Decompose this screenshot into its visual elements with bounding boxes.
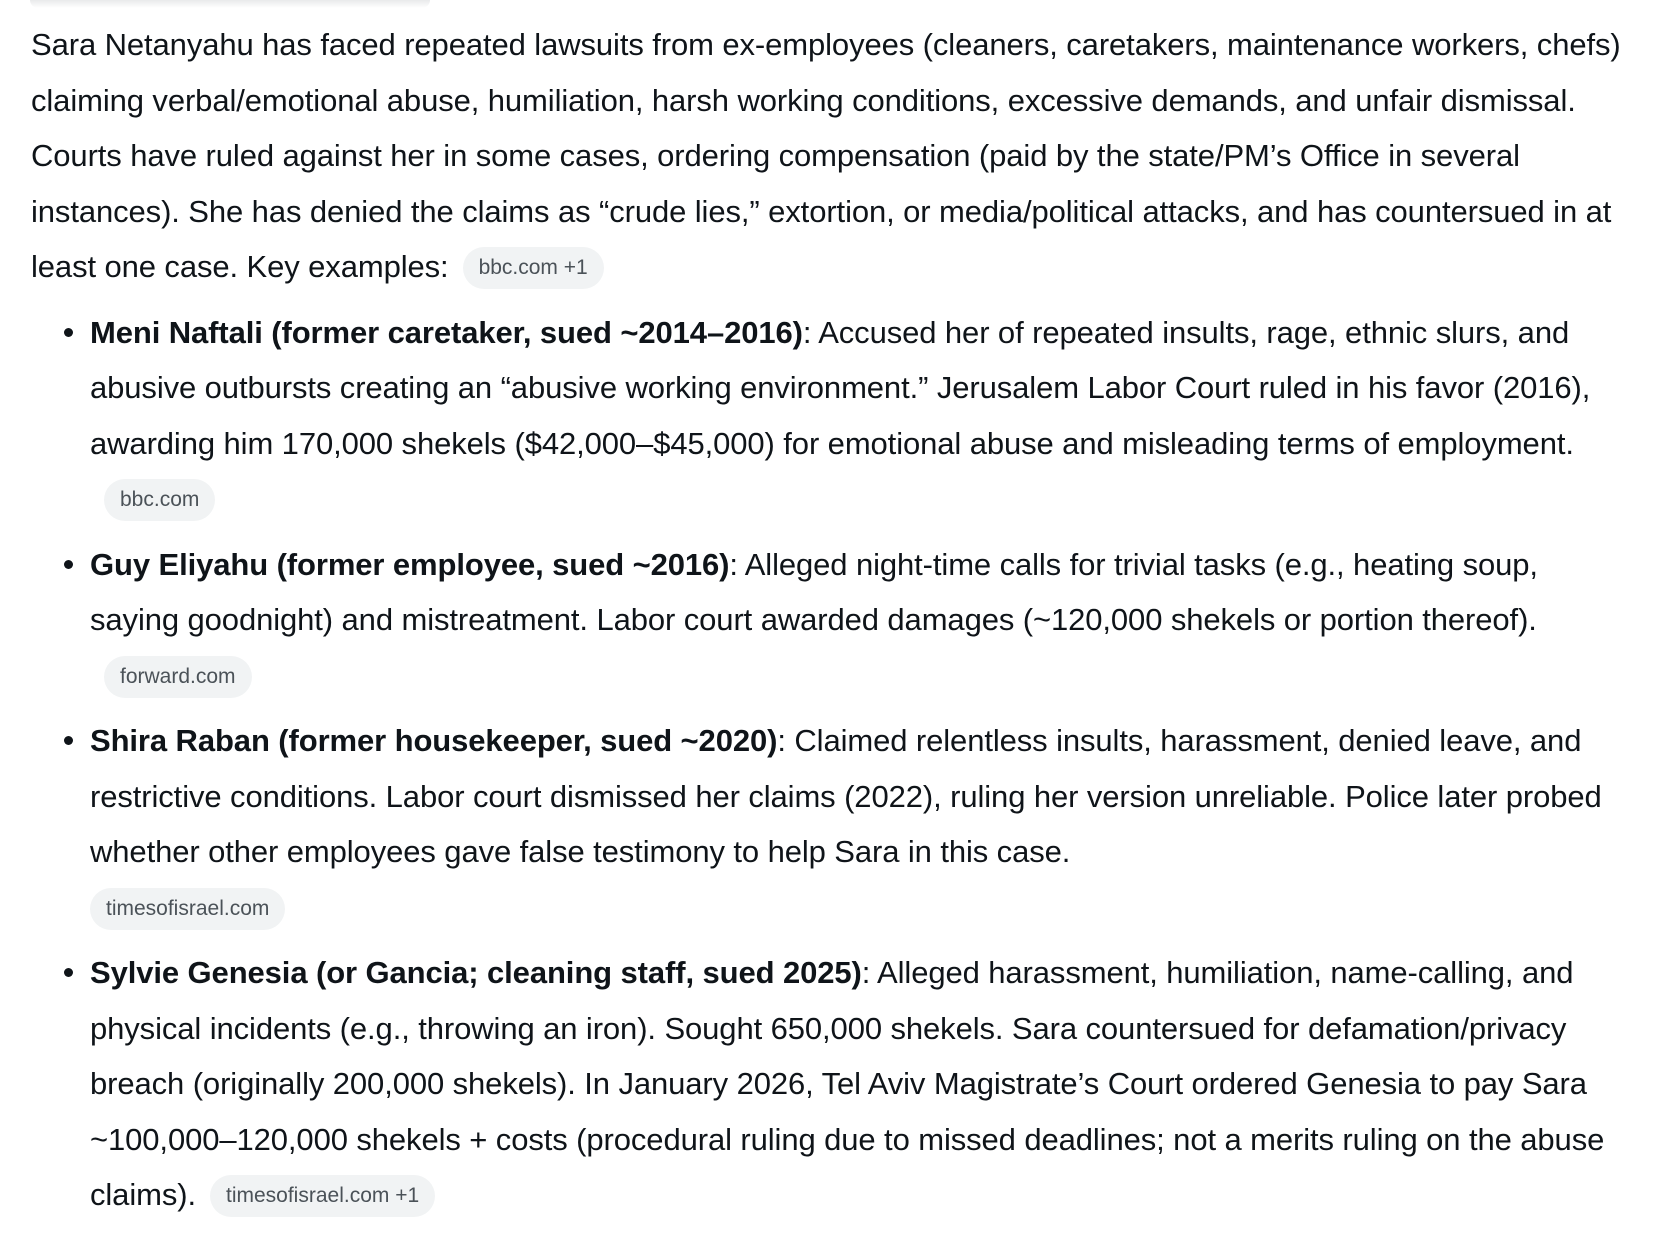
case-body: : Alleged harassment, humiliation, name-calling, and physical incidents (e.g., throwing an iron). Sought 650,000 shekels. Sara countersued for defamation/privacy breach (originally 200,000 shekels). In January 2026, Tel Aviv Magistrate’s Court ordered Genesia to pay Sara ~100,000–120,000 shekels + costs (procedural ruling due to missed deadlines; not a merits ruling on the abuse claims). [90, 955, 1605, 1212]
source-chip-timesofisrael[interactable]: timesofisrael.com [90, 888, 285, 930]
bullet-icon [64, 968, 73, 977]
bullet-icon [64, 328, 73, 337]
intro-paragraph [31, 17, 1631, 295]
scroll-fade [30, 0, 430, 8]
bullet-icon [64, 736, 73, 745]
list-item-genesia [31, 945, 1631, 1223]
source-chip-bbc[interactable]: bbc.com [104, 479, 215, 521]
intro-text: Sara Netanyahu has faced repeated lawsuits from ex-employees (cleaners, caretakers, maintenance workers, chefs) claiming verbal/emotional abuse, humiliation, harsh working conditions, excessive demands, and unfair dismissal. Courts have ruled against her in some cases, ordering compensation (paid by the state/PM’s Office in several instances). She has denied the claims as “crude lies,” extortion, or media/political attacks, and has countersued in at least one case. Key examples: [31, 27, 1621, 284]
list-item-eliyahu [31, 537, 1631, 704]
case-body: : Claimed relentless insults, harassment, denied leave, and restrictive conditions. Labor court dismissed her claims (2022), ruling her version unreliable. Police later probed whether other employees gave false testimony to help Sara in this case. [90, 723, 1602, 869]
list-item-naftali [31, 305, 1631, 527]
response-content [31, 17, 1631, 1233]
case-body: : Alleged night-time calls for trivial tasks (e.g., heating soup, saying goodnight) and mistreatment. Labor court awarded damages (~120,000 shekels or portion thereof). [90, 546, 1538, 637]
case-body: : Accused her of repeated insults, rage, ethnic slurs, and abusive outbursts creating an “abusive working environment.” Jerusalem Labor Court ruled in his favor (2016), awarding him 170,000 shekels ($42,000–$45,000) for emotional abuse and misleading terms of employment. [90, 314, 1591, 461]
bullet-icon [64, 560, 73, 569]
list-item-raban [31, 713, 1631, 935]
source-chip-forward[interactable]: forward.com [104, 656, 252, 698]
case-title: Meni Naftali (former caretaker, sued ~2014–2016) [90, 314, 803, 350]
source-chip-intro[interactable]: bbc.com +1 [463, 247, 604, 289]
case-list [31, 305, 1631, 1223]
source-chip-timesofisrael-plus[interactable]: timesofisrael.com +1 [210, 1175, 435, 1217]
case-title: Sylvie Genesia (or Gancia; cleaning staff, sued 2025) [90, 955, 862, 990]
case-title: Shira Raban (former housekeeper, sued ~2020) [90, 723, 778, 758]
case-title: Guy Eliyahu (former employee, sued ~2016) [90, 546, 730, 582]
